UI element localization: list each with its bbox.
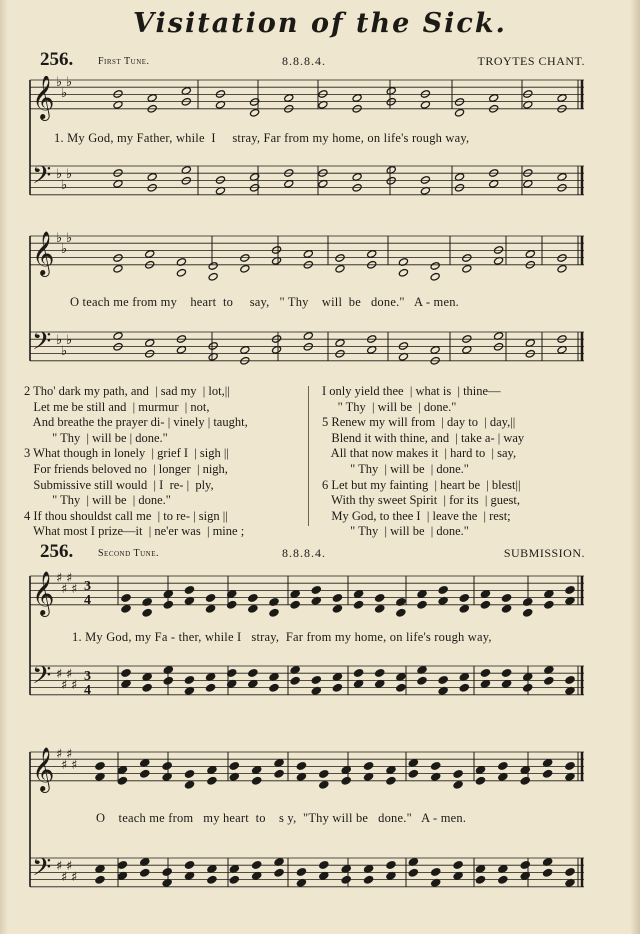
note-head: [501, 604, 511, 613]
note-head: [290, 590, 300, 599]
note-head: [332, 594, 342, 603]
note-head: [398, 268, 408, 277]
key-signature-icon: ♯: [56, 667, 63, 682]
note-head: [147, 94, 157, 103]
key-signature-icon: ♯: [66, 747, 73, 762]
verse-line: Blend it with thine, and | take a- | way: [322, 430, 525, 445]
note-head: [274, 868, 284, 877]
verses-right-column: [322, 384, 524, 540]
lyrics-line: O teach me from my heart to say, " Thy will be done." A - men.: [70, 295, 459, 309]
note-head: [565, 586, 575, 595]
note-head: [269, 608, 279, 617]
key-signature-icon: ♯: [56, 571, 63, 586]
note-head: [229, 875, 239, 884]
note-head: [207, 875, 217, 884]
note-head: [386, 776, 396, 785]
verse-line: All that now makes it | hard to | say,: [322, 446, 517, 461]
note-head: [269, 683, 279, 692]
note-head: [438, 676, 448, 685]
note-head: [353, 590, 363, 599]
note-head: [520, 861, 530, 870]
key-signature-icon: ♭: [66, 333, 73, 348]
verse-line: " Thy | will be | done.": [322, 461, 469, 476]
key-signature-icon: ♯: [71, 869, 78, 885]
note-head: [240, 254, 250, 263]
key-signature-icon: ♯: [56, 859, 63, 874]
note-head: [208, 272, 218, 281]
note-head: [284, 94, 294, 103]
note-head: [375, 594, 385, 603]
note-head: [311, 586, 321, 595]
treble-clef-icon: 𝄞: [32, 76, 55, 119]
note-head: [332, 683, 342, 692]
note-head: [431, 868, 441, 877]
treble-clef-icon: 𝄞: [32, 231, 55, 275]
verse-line: My God, to thee I | leave the | rest;: [322, 508, 511, 523]
note-head: [480, 669, 490, 678]
note-head: [375, 669, 385, 678]
key-signature-icon: ♭: [61, 241, 68, 257]
key-signature-icon: ♭: [66, 76, 73, 90]
note-head: [557, 94, 567, 103]
note-head: [207, 776, 217, 785]
bass-clef-icon: 𝄢: [32, 661, 52, 696]
note-head: [121, 594, 131, 603]
verses-left-column: [24, 384, 248, 540]
key-signature-icon: ♯: [66, 571, 73, 586]
note-head: [475, 766, 485, 775]
note-head: [557, 254, 567, 263]
note-head: [184, 586, 194, 595]
note-head: [417, 676, 427, 685]
verse-line: For friends beloved no | longer | nigh,: [24, 461, 228, 476]
note-head: [248, 594, 258, 603]
note-head: [117, 766, 127, 775]
note-head: [341, 875, 351, 884]
note-head: [296, 762, 306, 771]
note-head: [565, 868, 575, 877]
note-head: [319, 861, 329, 870]
key-signature-icon: ♯: [61, 757, 68, 773]
note-head: [184, 770, 194, 779]
note-head: [353, 600, 363, 609]
note-head: [303, 250, 313, 259]
note-head: [274, 769, 284, 778]
key-signature-icon: ♭: [56, 76, 63, 90]
verse-line: 4 If thou shouldst call me | to re- | sign ||: [24, 508, 228, 523]
note-head: [417, 600, 427, 609]
note-head: [430, 272, 440, 281]
note-head: [248, 604, 258, 613]
note-head: [408, 769, 418, 778]
key-signature-icon: ♭: [61, 177, 68, 193]
note-head: [520, 766, 530, 775]
time-signature: 4: [84, 593, 91, 608]
note-head: [176, 268, 186, 277]
note-head: [475, 875, 485, 884]
key-signature-icon: ♭: [66, 231, 73, 246]
verse-line: I only yield thee | what is | thine—: [322, 384, 501, 398]
key-signature-icon: ♯: [61, 869, 68, 885]
note-head: [184, 780, 194, 789]
verse-line: " Thy | will be | done.": [322, 399, 457, 414]
note-head: [251, 861, 261, 870]
note-head: [408, 868, 418, 877]
note-head: [205, 683, 215, 692]
note-head: [162, 762, 172, 771]
note-head: [117, 776, 127, 785]
note-head: [121, 604, 131, 613]
key-signature-icon: ♯: [71, 581, 78, 597]
note-head: [163, 600, 173, 609]
time-signature: 4: [84, 683, 91, 698]
note-head: [557, 264, 567, 273]
key-signature-icon: ♯: [71, 677, 78, 693]
note-head: [121, 669, 131, 678]
note-head: [205, 604, 215, 613]
note-head: [480, 590, 490, 599]
bass-clef-icon: 𝄢: [32, 327, 52, 362]
hymn-number: 256.: [40, 541, 74, 562]
note-head: [453, 780, 463, 789]
note-head: [453, 861, 463, 870]
note-head: [163, 676, 173, 685]
note-head: [459, 683, 469, 692]
key-signature-icon: ♯: [71, 757, 78, 773]
note-head: [208, 262, 218, 271]
note-head: [480, 600, 490, 609]
note-head: [240, 264, 250, 273]
note-head: [501, 669, 511, 678]
note-head: [205, 594, 215, 603]
verse-line: And breathe the prayer di- | vinely | taught,: [24, 415, 248, 430]
note-head: [240, 346, 250, 355]
treble-clef-icon: 𝄞: [32, 571, 55, 615]
note-head: [332, 604, 342, 613]
note-head: [95, 875, 105, 884]
note-head: [431, 762, 441, 771]
note-head: [319, 770, 329, 779]
note-head: [417, 590, 427, 599]
page-edge-shadow-left: [0, 0, 8, 934]
note-head: [462, 264, 472, 273]
verse-line: 3 What though in lonely | grief I | sigh ||: [24, 446, 229, 461]
note-head: [248, 669, 258, 678]
time-signature: 3: [84, 579, 91, 594]
verse-line: " Thy | will be | done.": [24, 430, 168, 445]
note-head: [251, 766, 261, 775]
key-signature-icon: ♯: [66, 859, 73, 874]
note-head: [459, 594, 469, 603]
note-head: [184, 676, 194, 685]
tune-name: SUBMISSION.: [503, 546, 585, 560]
key-signature-icon: ♯: [61, 581, 68, 597]
note-head: [352, 94, 362, 103]
note-head: [145, 250, 155, 259]
note-head: [335, 254, 345, 263]
note-head: [386, 766, 396, 775]
note-head: [544, 600, 554, 609]
note-head: [454, 108, 464, 117]
note-head: [142, 683, 152, 692]
key-signature-icon: ♯: [66, 667, 73, 682]
note-head: [95, 762, 105, 771]
tune-name: TROYTES CHANT.: [477, 54, 585, 68]
note-head: [207, 766, 217, 775]
note-head: [462, 254, 472, 263]
note-head: [523, 683, 533, 692]
note-head: [453, 770, 463, 779]
verse-line: Submissive still would | I re- | ply,: [24, 477, 214, 492]
note-head: [523, 608, 533, 617]
note-head: [501, 594, 511, 603]
note-head: [396, 608, 406, 617]
hymn-header-first-tune: [40, 49, 585, 72]
key-signature-icon: ♭: [66, 167, 73, 182]
verse-line: " Thy | will be | done.": [322, 524, 469, 539]
verse-line: " Thy | will be | done.": [24, 493, 171, 508]
key-signature-icon: ♯: [56, 747, 63, 762]
note-head: [525, 250, 535, 259]
meter: 8.8.8.4.: [282, 54, 326, 68]
bass-clef-icon: 𝄢: [32, 161, 52, 196]
note-head: [290, 676, 300, 685]
note-head: [140, 769, 150, 778]
lyrics-line: 1. My God, my Fa - ther, while I stray, Far from my home, on life's rough way,: [72, 630, 492, 644]
note-head: [341, 766, 351, 775]
note-head: [438, 586, 448, 595]
note-head: [363, 762, 373, 771]
note-head: [544, 590, 554, 599]
note-head: [184, 861, 194, 870]
note-head: [363, 875, 373, 884]
note-head: [520, 776, 530, 785]
note-head: [542, 769, 552, 778]
note-head: [140, 868, 150, 877]
treble-clef-icon: 𝄞: [32, 747, 55, 791]
note-head: [498, 875, 508, 884]
note-head: [396, 683, 406, 692]
note-head: [430, 346, 440, 355]
note-head: [290, 600, 300, 609]
note-head: [251, 776, 261, 785]
key-signature-icon: ♭: [56, 167, 63, 182]
note-head: [113, 254, 123, 263]
note-head: [565, 762, 575, 771]
key-signature-icon: ♯: [61, 677, 68, 693]
note-head: [544, 676, 554, 685]
hymn-number: 256.: [40, 49, 74, 70]
verse-divider: [308, 386, 309, 526]
note-head: [113, 264, 123, 273]
note-head: [565, 676, 575, 685]
note-head: [311, 676, 321, 685]
note-head: [341, 776, 351, 785]
tune-label: Second Tune.: [98, 548, 159, 559]
key-signature-icon: ♭: [61, 343, 68, 359]
tune-label: First Tune.: [98, 56, 150, 67]
verse-line: 2 Tho' dark my path, and | sad my | lot,||: [24, 384, 230, 398]
key-signature-icon: ♭: [56, 333, 63, 348]
note-head: [488, 94, 498, 103]
note-head: [142, 608, 152, 617]
note-head: [475, 776, 485, 785]
lyrics-line: 1. My God, my Father, while I stray, Far from my home, on life's rough way,: [54, 131, 470, 145]
note-head: [163, 590, 173, 599]
key-signature-icon: ♭: [61, 85, 68, 101]
note-head: [117, 861, 127, 870]
key-signature-icon: ♭: [56, 231, 63, 246]
note-head: [375, 604, 385, 613]
verse-line: 5 Renew my will from | day to | day,||: [322, 415, 516, 430]
page-title: Visitation of the Sick.: [133, 8, 507, 39]
verse-line: Let me be still and | murmur | not,: [24, 399, 210, 414]
note-head: [386, 861, 396, 870]
verse-line: What most I prize—it | ne'er was | mine ;: [24, 524, 245, 539]
verse-line: With thy sweet Spirit | for its | guest,: [322, 493, 521, 508]
note-head: [542, 868, 552, 877]
meter: 8.8.8.4.: [282, 546, 326, 560]
note-head: [459, 604, 469, 613]
note-head: [367, 250, 377, 259]
note-head: [353, 669, 363, 678]
note-head: [162, 868, 172, 877]
note-head: [430, 262, 440, 271]
note-head: [229, 762, 239, 771]
note-head: [249, 108, 259, 117]
note-head: [319, 780, 329, 789]
bass-clef-icon: 𝄢: [32, 853, 52, 888]
note-head: [335, 264, 345, 273]
note-head: [296, 868, 306, 877]
hymn-header-second-tune: [40, 541, 585, 564]
time-signature: 3: [84, 669, 91, 684]
note-head: [498, 762, 508, 771]
lyrics-line: O teach me from my heart to s y, "Thy will be done." A - men.: [96, 811, 467, 825]
verse-line: 6 Let but my fainting | heart be | blest||: [322, 477, 521, 492]
